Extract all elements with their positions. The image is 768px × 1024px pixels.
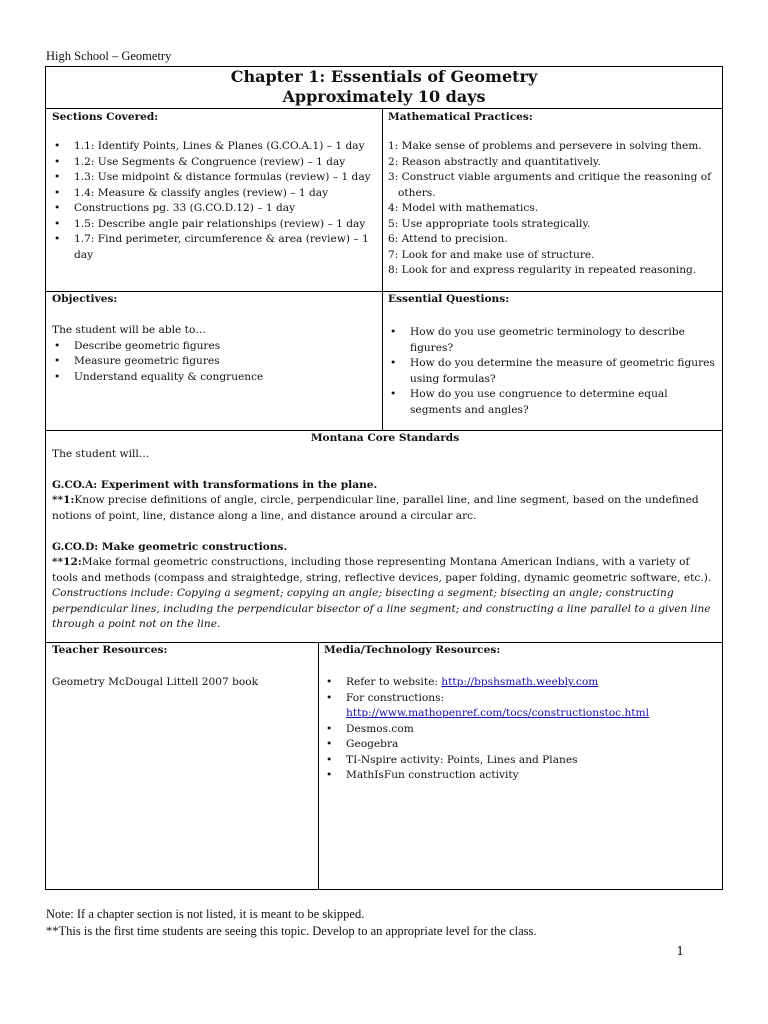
constructions-link[interactable]: http://www.mathopenref.com/tocs/constructionstoc.html bbox=[346, 707, 649, 719]
list-item: • MathIsFun construction activity bbox=[324, 768, 718, 784]
divider bbox=[318, 642, 319, 890]
website-label: Refer to website: bbox=[346, 676, 442, 688]
list-item: • TI-Nspire activity: Points, Lines and Planes bbox=[324, 753, 718, 769]
list-item: • How do you determine the measure of geometric figures using formulas? bbox=[388, 356, 718, 387]
note-line-2: **This is the first time students are seeing this topic. Develop to an appropriate level for the class. bbox=[46, 924, 537, 938]
list-item bbox=[324, 691, 718, 722]
page-number: 1 bbox=[676, 944, 684, 958]
list-item: • Measure geometric figures bbox=[52, 354, 377, 370]
list-item: • Understand equality & congruence bbox=[52, 370, 377, 386]
sections-cell bbox=[52, 110, 377, 263]
list-item: 3: Construct viable arguments and critique the reasoning of others. bbox=[388, 171, 712, 199]
standards-heading: Montana Core Standards bbox=[310, 432, 460, 444]
list-item: 7: Look for and make use of structure. bbox=[388, 248, 595, 261]
divider bbox=[46, 108, 722, 109]
standard-d-label: **12: bbox=[52, 556, 82, 568]
questions-cell bbox=[388, 292, 718, 418]
list-item: • Describe geometric figures bbox=[52, 339, 377, 355]
questions-heading: Essential Questions: bbox=[388, 293, 510, 305]
list-item: • Geogebra bbox=[324, 737, 718, 753]
curriculum-table bbox=[45, 66, 723, 890]
standard-d-body: Make formal geometric constructions, including those representing Montana American Indians, with a variety of tools and methods (compass and straightedge, string, reflective devices, paper folding, dynamic geometric software, etc.). bbox=[52, 556, 712, 584]
standard-a-body: Know precise definitions of angle, circle, perpendicular line, parallel line, and line segment, based on the undefined notions of point, line, distance along a line, and distance around a circular arc. bbox=[52, 494, 699, 522]
list-item: • 1.7: Find perimeter, circumference & area (review) – 1 day bbox=[52, 232, 377, 263]
list-item: 2: Reason abstractly and quantitatively. bbox=[388, 155, 601, 168]
objectives-intro: The student will be able to… bbox=[52, 324, 206, 336]
practices-heading: Mathematical Practices: bbox=[388, 111, 533, 123]
list-item: 5: Use appropriate tools strategically. bbox=[388, 217, 591, 230]
list-item: • Constructions pg. 33 (G.CO.D.12) – 1 day bbox=[52, 201, 377, 217]
list-item: • 1.3: Use midpoint & distance formulas (review) – 1 day bbox=[52, 170, 377, 186]
list-item: 4: Model with mathematics. bbox=[388, 202, 539, 214]
divider bbox=[382, 108, 383, 430]
chapter-duration: Approximately 10 days bbox=[282, 87, 486, 106]
media-resources-cell bbox=[324, 643, 718, 784]
chapter-title: Chapter 1: Essentials of Geometry bbox=[230, 67, 538, 86]
standard-a-text bbox=[52, 493, 718, 524]
standard-d-constructions: Constructions include: Copying a segment; copying an angle; bisecting a segment; bisecting an angle; constructing perpendicular lines, including the perpendicular bisector of a line segment; and constructing a line parallel to a given line through a point not on the line. bbox=[52, 587, 711, 630]
list-item: • 1.4: Measure & classify angles (review) – 1 day bbox=[52, 186, 377, 202]
practices-cell bbox=[388, 110, 718, 279]
standard-a-label: **1: bbox=[52, 494, 75, 506]
list-item bbox=[324, 675, 718, 691]
list-item: • 1.1: Identify Points, Lines & Planes (G.CO.A.1) – 1 day bbox=[52, 139, 377, 155]
teacher-resources-cell bbox=[52, 643, 314, 691]
list-item: • How do you use geometric terminology to describe figures? bbox=[388, 325, 718, 356]
constructions-label: For constructions: bbox=[346, 691, 445, 704]
list-item: • How do you use congruence to determine equal segments and angles? bbox=[388, 387, 718, 418]
list-item: • 1.2: Use Segments & Congruence (review) – 1 day bbox=[52, 155, 377, 171]
website-link[interactable]: http://bpshsmath.weebly.com bbox=[441, 676, 599, 688]
sections-heading: Sections Covered: bbox=[52, 111, 159, 123]
list-item: 1: Make sense of problems and persevere in solving them. bbox=[388, 140, 702, 152]
list-item: 6: Attend to precision. bbox=[388, 233, 508, 245]
objectives-heading: Objectives: bbox=[52, 293, 118, 305]
list-item: • 1.5: Describe angle pair relationships (review) – 1 day bbox=[52, 217, 377, 233]
list-item: 8: Look for and express regularity in repeated reasoning. bbox=[388, 264, 697, 276]
media-heading: Media/Technology Resources: bbox=[324, 644, 501, 656]
document-header: High School – Geometry bbox=[46, 49, 172, 63]
standard-d-text bbox=[52, 555, 718, 586]
note-line-1: Note: If a chapter section is not listed, it is meant to be skipped. bbox=[46, 907, 365, 921]
standards-cell bbox=[52, 431, 718, 633]
standard-a-heading: G.CO.A: Experiment with transformations in the plane. bbox=[52, 478, 378, 491]
objectives-cell bbox=[52, 292, 377, 385]
teacher-book: Geometry McDougal Littell 2007 book bbox=[52, 676, 259, 688]
standards-intro: The student will… bbox=[52, 447, 150, 460]
standard-d-heading: G.CO.D: Make geometric constructions. bbox=[52, 540, 288, 553]
teacher-heading: Teacher Resources: bbox=[52, 644, 168, 656]
list-item: • Desmos.com bbox=[324, 722, 718, 738]
